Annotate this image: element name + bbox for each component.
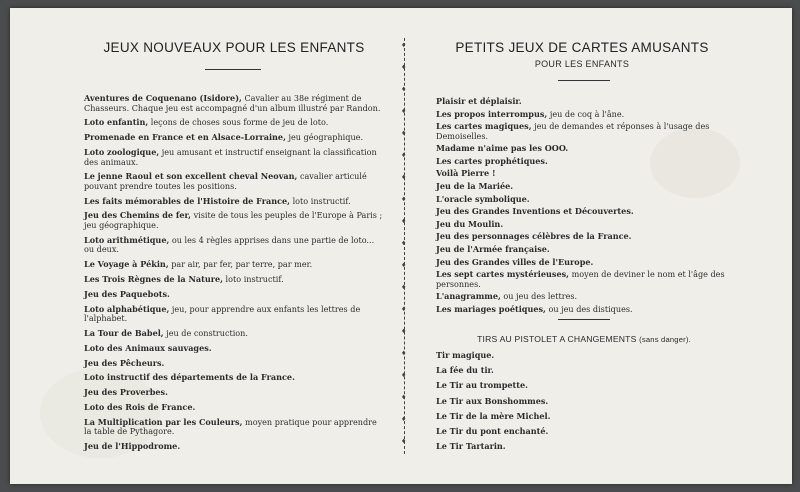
divider-ornament: ♦: [401, 372, 407, 379]
item-title: Jeu de l'Hippodrome.: [84, 441, 181, 451]
list-item: [84, 359, 386, 369]
item-title: Les propos interrompus,: [436, 108, 548, 119]
pistol-game-list: [436, 351, 732, 457]
divider-ornament: ♦: [401, 394, 407, 401]
list-item: [84, 403, 386, 413]
pistol-section-title: TIRS AU PISTOLET A CHANGEMENTS: [477, 334, 637, 344]
item-title: Le Tir Tartarin.: [436, 441, 506, 452]
item-title: Le Voyage à Pékin,: [84, 259, 169, 270]
divider-ornament: ♦: [401, 218, 407, 225]
list-item: [84, 388, 386, 398]
document-page: [10, 8, 792, 484]
list-item: [436, 351, 732, 361]
item-description: cavalier articulé pouvant prendre toutes les positions.: [84, 171, 367, 191]
list-item: [436, 292, 732, 301]
item-title: Le Tir de la mère Michel.: [436, 410, 551, 421]
item-title: Voilà Pierre !: [436, 168, 496, 179]
list-item: [436, 182, 732, 191]
list-item: [436, 427, 732, 437]
item-title: La fée du tir.: [436, 365, 494, 376]
section-rule: [558, 319, 610, 320]
list-item: [84, 118, 386, 128]
list-item: [436, 412, 732, 422]
item-title: Loto des Rois de France.: [84, 401, 196, 412]
divider-ornament: ♦: [401, 42, 407, 49]
list-item: [436, 366, 732, 376]
pistol-section-note: (sans danger).: [639, 335, 691, 344]
item-title: Le Tir du pont enchanté.: [436, 425, 549, 436]
item-title: Madame n'aime pas les OOO.: [436, 143, 569, 154]
item-title: Jeu des personnages célèbres de la France.: [436, 231, 632, 242]
list-item: [436, 110, 732, 119]
item-title: Le jenne Raoul et son excellent cheval Neovan,: [84, 171, 298, 182]
list-item: [84, 373, 386, 383]
item-title: Tir magique.: [436, 350, 495, 360]
list-item: [84, 290, 386, 300]
item-description: moyen pratique pour apprendre la table de Pythagore.: [84, 416, 377, 437]
item-title: Les sept cartes mystérieuses,: [436, 269, 570, 280]
item-description: jeu de construction.: [166, 327, 248, 338]
divider-ornament: ♦: [401, 438, 407, 445]
list-item: [84, 418, 386, 437]
item-description: loto instructif.: [292, 195, 351, 206]
right-subheading: POUR LES ENFANTS: [534, 59, 630, 69]
list-item: [84, 94, 386, 113]
divider-ornament: ♦: [401, 86, 407, 93]
item-title: Les cartes magiques,: [436, 121, 532, 132]
item-description: jeu de demandes et réponses à l'usage des Demoiselles.: [436, 121, 710, 141]
list-item: [436, 442, 732, 452]
item-title: Jeu des Pêcheurs.: [84, 357, 165, 368]
divider-ornament: ♦: [401, 130, 407, 137]
list-item: [84, 260, 386, 270]
left-heading-rule: [205, 69, 261, 70]
list-item: [436, 169, 732, 178]
item-title: Les Trois Règnes de la Nature,: [84, 274, 223, 284]
divider-ornament: ♦: [401, 306, 407, 313]
divider-ornament: ♦: [401, 108, 407, 115]
item-title: Jeu de l'Armée française.: [436, 243, 550, 254]
item-description: par air, par fer, par terre, par mer.: [171, 259, 313, 270]
left-game-list: [84, 94, 386, 457]
divider-ornament: ♦: [401, 328, 407, 335]
item-title: Le Tir au trompette.: [436, 380, 529, 391]
list-item: [84, 172, 386, 191]
pistol-section-heading: [436, 334, 732, 344]
item-title: Jeu des Grandes villes de l'Europe.: [436, 256, 594, 267]
item-title: Loto des Animaux sauvages.: [84, 342, 212, 353]
divider-ornament: ♦: [401, 416, 407, 423]
item-title: Le Tir aux Bonshommes.: [436, 395, 549, 406]
card-game-list: [436, 97, 732, 317]
list-item: [84, 275, 386, 285]
item-title: Loto alphabétique,: [84, 303, 170, 314]
item-title: Jeu du Moulin.: [436, 218, 504, 229]
item-description: jeu amusant et instructif enseignant la classification des animaux.: [84, 146, 377, 167]
item-title: L'oracle symbolique.: [436, 193, 530, 204]
list-item: [436, 122, 732, 141]
item-title: Jeu de la Mariée.: [436, 180, 514, 191]
item-title: Jeu des Grandes Inventions et Découvertes.: [436, 206, 634, 217]
item-title: Aventures de Coquenano (Isidore),: [84, 93, 242, 103]
list-item: [436, 270, 732, 289]
right-heading: PETITS JEUX DE CARTES AMUSANTS: [455, 40, 709, 55]
item-title: L'anagramme,: [436, 291, 501, 302]
divider-ornament: ♦: [401, 284, 407, 291]
item-description: moyen de deviner le nom et l'âge des personnes.: [436, 269, 725, 289]
item-title: Loto instructif des départements de la France.: [84, 372, 295, 383]
list-item: [436, 397, 732, 407]
item-description: Cavalier au 38e régiment de Chasseurs. Chaque jeu est accompagné d'un album illustré par Randon.: [84, 93, 381, 113]
item-title: Les cartes prophétiques.: [436, 155, 548, 166]
list-item: [84, 236, 386, 255]
item-title: Jeu des Paquebots.: [84, 288, 170, 299]
list-item: [84, 197, 386, 207]
item-description: jeu géographique.: [288, 132, 364, 143]
list-item: [436, 381, 732, 391]
list-item: [436, 220, 732, 229]
list-item: [84, 305, 386, 324]
list-item: [84, 211, 386, 230]
divider-ornament: ♦: [401, 174, 407, 181]
left-heading: JEUX NOUVEAUX POUR LES ENFANTS: [103, 40, 365, 55]
item-title: Loto arithmétique,: [84, 234, 170, 245]
item-description: leçons de choses sous forme de jeu de loto.: [150, 117, 329, 128]
list-item: [84, 329, 386, 339]
item-description: loto instructif.: [225, 274, 284, 284]
item-title: Loto zoologique,: [84, 146, 160, 157]
list-item: [84, 148, 386, 167]
column-divider: [401, 38, 411, 454]
divider-ornament: ♦: [401, 196, 407, 203]
item-description: visite de tous les peuples de l'Europe à Paris ; jeu géographique.: [84, 210, 383, 231]
item-description: ou les 4 règles apprises dans une partie de loto... ou deux.: [84, 234, 375, 255]
item-title: Jeu des Chemins de fer,: [84, 210, 191, 221]
list-item: [436, 258, 732, 267]
divider-ornament: ♦: [401, 350, 407, 357]
item-title: Les faits mémorables de l'Histoire de France,: [84, 195, 290, 206]
list-item: [436, 305, 732, 314]
list-item: [84, 133, 386, 143]
list-item: [436, 232, 732, 241]
item-title: Les mariages poétiques,: [436, 303, 546, 314]
item-title: La Tour de Babel,: [84, 327, 164, 338]
list-item: [436, 245, 732, 254]
list-item: [436, 157, 732, 166]
item-title: Promenade en France et en Alsace-Lorraine,: [84, 132, 286, 143]
list-item: [436, 97, 732, 106]
item-description: ou jeu des lettres.: [503, 291, 578, 302]
list-item: [84, 442, 386, 452]
list-item: [436, 144, 732, 153]
list-item: [436, 195, 732, 204]
divider-ornament: ♦: [401, 152, 407, 159]
list-item: [84, 344, 386, 354]
divider-ornament: ♦: [401, 240, 407, 247]
divider-ornament: ♦: [401, 64, 407, 71]
right-heading-rule: [558, 80, 610, 81]
item-title: Loto enfantin,: [84, 117, 149, 128]
item-description: ou jeu des distiques.: [548, 303, 633, 314]
item-title: Jeu des Proverbes.: [84, 387, 168, 398]
item-description: jeu, pour apprendre aux enfants les lettres de l'alphabet.: [84, 303, 361, 324]
divider-ornament: ♦: [401, 262, 407, 269]
item-title: Plaisir et déplaisir.: [436, 96, 522, 106]
item-title: La Multiplication par les Couleurs,: [84, 416, 243, 427]
item-description: jeu de coq à l'âne.: [549, 108, 625, 119]
list-item: [436, 207, 732, 216]
